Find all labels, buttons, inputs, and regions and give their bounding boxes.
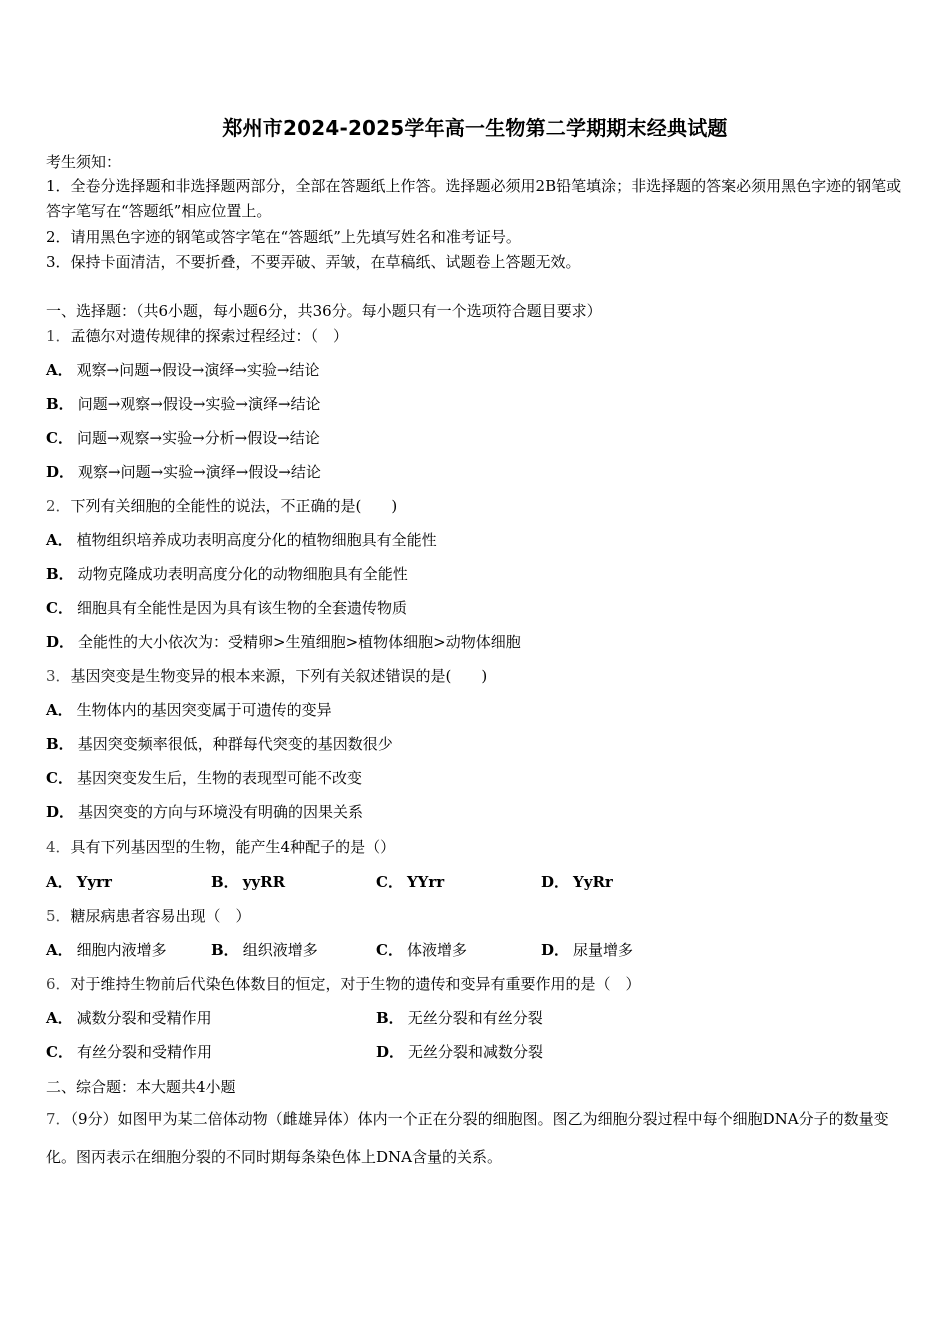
q5-option-a <box>46 940 167 960</box>
question-number: 2． <box>46 497 71 515</box>
option-text: 基因突变发生后，生物的表现型可能不改变 <box>76 769 362 787</box>
q5-option-c <box>376 940 467 960</box>
q1-option-a <box>46 360 319 380</box>
question-number: 5． <box>46 907 71 925</box>
option-label: C． <box>376 941 403 959</box>
question-stem: 孟德尔对遗传规律的探索过程经过：（ ） <box>70 327 349 345</box>
option-text: 植物组织培养成功表明高度分化的植物细胞具有全能性 <box>76 531 437 549</box>
q3-option-c <box>46 768 362 788</box>
q6-option-a <box>46 1008 212 1028</box>
question-6 <box>46 974 641 994</box>
option-label: A． <box>46 531 73 549</box>
option-label: B． <box>211 941 239 959</box>
option-label: D． <box>46 633 75 651</box>
q2-option-a <box>46 530 437 550</box>
q1-option-c <box>46 428 320 448</box>
option-label: C． <box>46 1043 73 1061</box>
option-label: A． <box>46 701 73 719</box>
option-label: B． <box>46 735 74 753</box>
q5-option-b <box>211 940 318 960</box>
option-text: 无丝分裂和减数分裂 <box>408 1043 544 1061</box>
q3-option-d <box>46 802 363 822</box>
option-text: 体液增多 <box>406 941 467 959</box>
option-text: 问题→观察→实验→分析→假设→结论 <box>76 429 320 447</box>
option-label: B． <box>46 565 74 583</box>
option-text: yyRR <box>242 873 286 891</box>
notice-item-2: 2．请用黑色字迹的钢笔或答字笔在“答题纸”上先填写姓名和准考证号。 <box>46 228 521 246</box>
q4-option-d <box>541 872 613 892</box>
question-3 <box>46 666 487 686</box>
question-stem: 基因突变是生物变异的根本来源，下列有关叙述错误的是( ) <box>70 667 488 685</box>
question-number: 6． <box>46 975 71 993</box>
option-label: D． <box>46 803 75 821</box>
option-text: 细胞具有全能性是因为具有该生物的全套遗传物质 <box>76 599 407 617</box>
question-7 <box>46 1100 902 1176</box>
option-label: D． <box>541 941 570 959</box>
option-text: 观察→问题→假设→演绎→实验→结论 <box>76 361 320 379</box>
option-text: 尿量增多 <box>573 941 634 959</box>
option-text: 动物克隆成功表明高度分化的动物细胞具有全能性 <box>77 565 408 583</box>
question-number: 7． <box>46 1110 71 1128</box>
question-stem: 下列有关细胞的全能性的说法，不正确的是( ) <box>70 497 398 515</box>
option-label: A． <box>46 361 73 379</box>
option-label: D． <box>376 1043 405 1061</box>
q6-option-c <box>46 1042 212 1062</box>
option-text: Yyrr <box>76 873 112 891</box>
question-number: 3． <box>46 667 71 685</box>
q4-option-b <box>211 872 285 892</box>
option-label: C． <box>46 429 73 447</box>
option-label: A． <box>46 873 73 891</box>
option-text: 基因突变的方向与环境没有明确的因果关系 <box>78 803 364 821</box>
option-text: 问题→观察→假设→实验→演绎→结论 <box>77 395 321 413</box>
option-label: D． <box>541 873 570 891</box>
exam-title: 郑州市2024-2025学年高一生物第二学期期末经典试题 <box>222 116 728 140</box>
option-text: 全能性的大小依次为：受精卵>生殖细胞>植物体细胞>动物体细胞 <box>78 633 521 651</box>
option-label: C． <box>376 873 403 891</box>
question-number: 4． <box>46 838 71 856</box>
question-stem: 糖尿病患者容易出现（ ） <box>70 907 251 925</box>
q1-option-d <box>46 462 321 482</box>
option-text: 无丝分裂和有丝分裂 <box>407 1009 543 1027</box>
notice-item-1: 1．全卷分选择题和非选择题两部分，全部在答题纸上作答。选择题必须用2B铅笔填涂；非选择题的答案必须用黑色字迹的钢笔或答字笔写在“答题纸”相应位置上。 <box>46 177 902 220</box>
option-text: 观察→问题→实验→演绎→假设→结论 <box>78 463 321 481</box>
question-1 <box>46 326 348 346</box>
q6-option-b <box>376 1008 543 1028</box>
q4-option-c <box>376 872 444 892</box>
option-text: 基因突变频率很低，种群每代突变的基因数很少 <box>77 735 393 753</box>
q1-option-b <box>46 394 321 414</box>
option-label: C． <box>46 599 73 617</box>
q2-option-d <box>46 632 521 652</box>
option-label: B． <box>46 395 74 413</box>
question-2 <box>46 496 397 516</box>
q3-option-a <box>46 700 332 720</box>
question-stem: 对于维持生物前后代染色体数目的恒定，对于生物的遗传和变异有重要作用的是（ ） <box>70 975 641 993</box>
q2-option-c <box>46 598 407 618</box>
option-text: YyRr <box>573 873 613 891</box>
question-4 <box>46 837 395 857</box>
option-label: B． <box>376 1009 404 1027</box>
section-1-heading: 一、选择题：（共6小题，每小题6分，共36分。每小题只有一个选项符合题目要求） <box>46 302 602 320</box>
notice-item-3: 3．保持卡面清洁，不要折叠，不要弄破、弄皱，在草稿纸、试题卷上答题无效。 <box>46 253 581 271</box>
section-2-heading: 二、综合题：本大题共4小题 <box>46 1078 236 1096</box>
option-text: 减数分裂和受精作用 <box>76 1009 212 1027</box>
question-number: 1． <box>46 327 71 345</box>
option-text: YYrr <box>406 873 445 891</box>
option-text: 生物体内的基因突变属于可遗传的变异 <box>76 701 332 719</box>
q5-option-d <box>541 940 633 960</box>
question-stem: 具有下列基因型的生物，能产生4种配子的是（） <box>70 838 396 856</box>
q6-option-d <box>376 1042 543 1062</box>
question-stem: （9分）如图甲为某二倍体动物（雌雄异体）体内一个正在分裂的细胞图。图乙为细胞分裂过程中每个细胞DNA分子的数量变化。图丙表示在细胞分裂的不同时期每条染色体上DNA含量的关系。 <box>46 1110 889 1166</box>
option-label: B． <box>211 873 239 891</box>
option-text: 细胞内液增多 <box>76 941 167 959</box>
q4-option-a <box>46 872 112 892</box>
notice-heading: 考生须知： <box>46 153 122 171</box>
q2-option-b <box>46 564 408 584</box>
option-text: 组织液增多 <box>242 941 318 959</box>
q3-option-b <box>46 734 393 754</box>
option-label: A． <box>46 1009 73 1027</box>
option-label: C． <box>46 769 73 787</box>
option-label: D． <box>46 463 75 481</box>
option-label: A． <box>46 941 73 959</box>
option-text: 有丝分裂和受精作用 <box>76 1043 212 1061</box>
question-5 <box>46 906 251 926</box>
